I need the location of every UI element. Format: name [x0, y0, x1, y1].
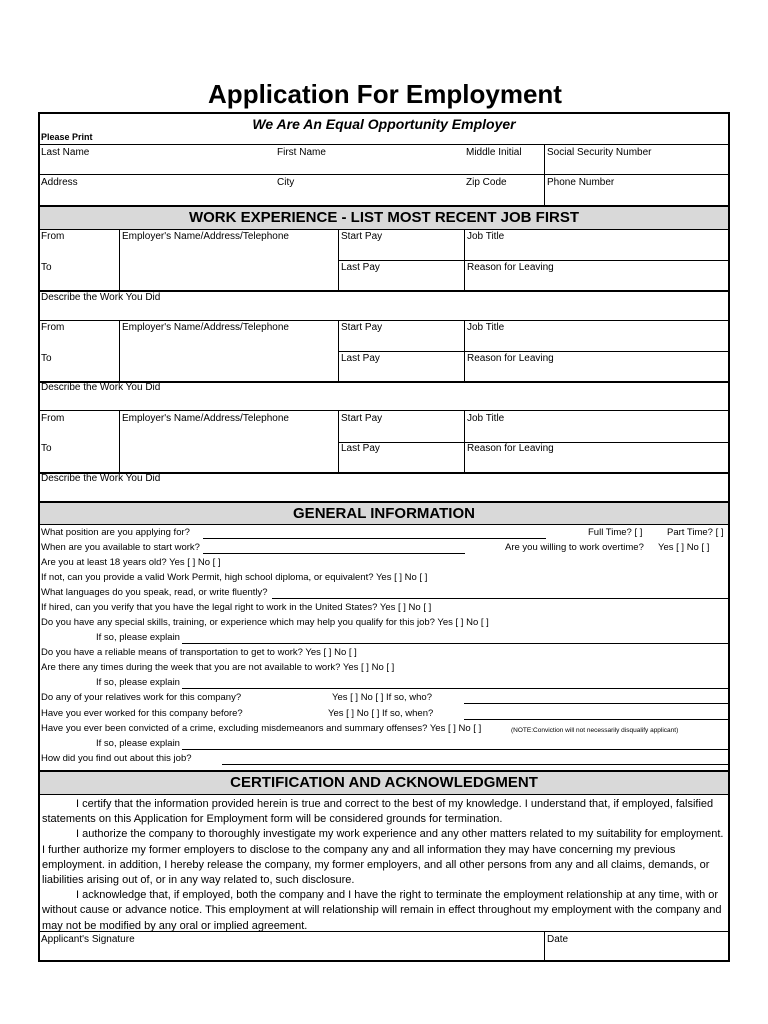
job2-employer-field[interactable]: Employer's Name/Address/Telephone	[122, 322, 289, 333]
city-field[interactable]: City	[277, 177, 295, 188]
transport-question[interactable]: Do you have a reliable means of transportation to get to work? Yes [ ] No [ ]	[41, 647, 357, 658]
job3-start-pay-field[interactable]: Start Pay	[341, 413, 383, 424]
available-question: When are you available to start work?	[41, 542, 200, 553]
worked-before-checkboxes[interactable]: Yes [ ] No [ ] If so, when?	[328, 708, 434, 719]
job3-employer-field[interactable]: Employer's Name/Address/Telephone	[122, 413, 289, 424]
zip-code-field[interactable]: Zip Code	[466, 177, 507, 188]
job1-last-pay-field[interactable]: Last Pay	[341, 262, 380, 273]
phone-number-field[interactable]: Phone Number	[547, 177, 615, 188]
position-input-line[interactable]	[203, 538, 546, 539]
certification-heading: CERTIFICATION AND ACKNOWLEDGMENT	[40, 770, 728, 795]
last-name-field[interactable]: Last Name	[41, 147, 90, 158]
job2-last-pay-field[interactable]: Last Pay	[341, 353, 380, 364]
job1-employer-field[interactable]: Employer's Name/Address/Telephone	[122, 231, 289, 242]
date-field[interactable]: Date	[547, 934, 569, 945]
skills-question[interactable]: Do you have any special skills, training, or experience which may help you qualify for this job? Yes [ ] No [ ]	[41, 617, 489, 628]
find-job-line[interactable]	[222, 764, 728, 765]
worked-when-line[interactable]	[464, 719, 728, 720]
relatives-question: Do any of your relatives work for this company?	[41, 692, 242, 703]
overtime-question: Are you willing to work overtime?	[505, 542, 644, 553]
job1-job-title-field[interactable]: Job Title	[467, 231, 505, 242]
skills-explain-line[interactable]	[182, 643, 728, 644]
ssn-field[interactable]: Social Security Number	[547, 147, 652, 158]
position-question: What position are you applying for?	[41, 527, 190, 538]
application-form	[38, 112, 730, 962]
job3-last-pay-field[interactable]: Last Pay	[341, 443, 380, 454]
job3-to-field[interactable]: To	[41, 443, 52, 454]
relatives-who-line[interactable]	[464, 703, 728, 704]
job3-reason-field[interactable]: Reason for Leaving	[467, 443, 554, 454]
convicted-question[interactable]: Have you ever been convicted of a crime, excluding misdemeanors and summary offenses? Yes [ ] No [ ]	[41, 723, 482, 734]
available-input-line[interactable]	[203, 553, 465, 554]
general-information-heading: GENERAL INFORMATION	[40, 501, 728, 525]
signature-field[interactable]: Applicant's Signature	[41, 934, 135, 945]
middle-initial-field[interactable]: Middle Initial	[466, 147, 522, 158]
job1-reason-field[interactable]: Reason for Leaving	[467, 262, 554, 273]
job1-to-field[interactable]: To	[41, 262, 52, 273]
certification-paragraph-2: I authorize the company to thoroughly investigate my work experience and any other matters related to my suitability for employment. I further authorize my former employers to disclose to the company any and all information they may have concerning my previous employment. in addition, I hereby release the company, my former employers, and all other persons from any and all claims, demands, or liabilities arising out of, or in any way related to, such disclosure.	[42, 828, 724, 887]
full-time-checkbox[interactable]: Full Time? [ ]	[588, 527, 643, 538]
skills-explain-label: If so, please explain	[96, 632, 180, 643]
conviction-explain-line[interactable]	[182, 749, 728, 750]
times-explain-line[interactable]	[182, 688, 728, 689]
legal-right-question[interactable]: If hired, can you verify that you have the legal right to work in the United States? Yes [ ] No [ ]	[41, 602, 432, 613]
job2-start-pay-field[interactable]: Start Pay	[341, 322, 383, 333]
certification-text	[42, 797, 724, 934]
first-name-field[interactable]: First Name	[277, 147, 326, 158]
part-time-checkbox[interactable]: Part Time? [ ]	[667, 527, 724, 538]
job3-from-field[interactable]: From	[41, 413, 65, 424]
job2-job-title-field[interactable]: Job Title	[467, 322, 505, 333]
conviction-explain-label: If so, please explain	[96, 738, 180, 749]
address-field[interactable]: Address	[41, 177, 78, 188]
job3-describe-field[interactable]: Describe the Work You Did	[41, 473, 161, 484]
job1-start-pay-field[interactable]: Start Pay	[341, 231, 383, 242]
job2-to-field[interactable]: To	[41, 353, 52, 364]
find-job-question: How did you find out about this job?	[41, 753, 192, 764]
job1-from-field[interactable]: From	[41, 231, 65, 242]
job2-reason-field[interactable]: Reason for Leaving	[467, 353, 554, 364]
please-print-label: Please Print	[41, 132, 93, 142]
age-question[interactable]: Are you at least 18 years old? Yes [ ] No [ ]	[41, 557, 221, 568]
work-experience-heading: WORK EXPERIENCE - LIST MOST RECENT JOB FIRST	[40, 205, 728, 230]
times-question[interactable]: Are there any times during the week that you are not available to work? Yes [ ] No [ ]	[41, 662, 395, 673]
form-subtitle: We Are An Equal Opportunity Employer	[252, 116, 516, 132]
conviction-note: (NOTE:Conviction will not necessarily disqualify applicant)	[511, 727, 679, 734]
job3-job-title-field[interactable]: Job Title	[467, 413, 505, 424]
languages-question: What languages do you speak, read, or write fluently?	[41, 587, 268, 598]
job2-from-field[interactable]: From	[41, 322, 65, 333]
permit-question[interactable]: If not, can you provide a valid Work Permit, high school diploma, or equivalent? Yes [ ] No [ ]	[41, 572, 428, 583]
page-title: Application For Employment	[208, 79, 562, 109]
overtime-checkboxes[interactable]: Yes [ ] No [ ]	[658, 542, 710, 553]
job2-describe-field[interactable]: Describe the Work You Did	[41, 382, 161, 393]
languages-input-line[interactable]	[272, 598, 728, 599]
relatives-checkboxes[interactable]: Yes [ ] No [ ] If so, who?	[332, 692, 432, 703]
job1-describe-field[interactable]: Describe the Work You Did	[41, 292, 161, 303]
certification-paragraph-3: I acknowledge that, if employed, both the company and I have the right to terminate the employment relationship at any time, with or without cause or advance notice. This employment at will relationship will remain in effect throughout my employment with the company and may not be modified by any oral or implied agreement.	[42, 889, 722, 932]
worked-before-question: Have you ever worked for this company before?	[41, 708, 243, 719]
certification-paragraph-1: I certify that the information provided herein is true and correct to the best of my knowledge. I understand that, if employed, falsified statements on this Application for Employment form will be considered grounds for termination.	[42, 798, 714, 826]
times-explain-label: If so, please explain	[96, 677, 180, 688]
